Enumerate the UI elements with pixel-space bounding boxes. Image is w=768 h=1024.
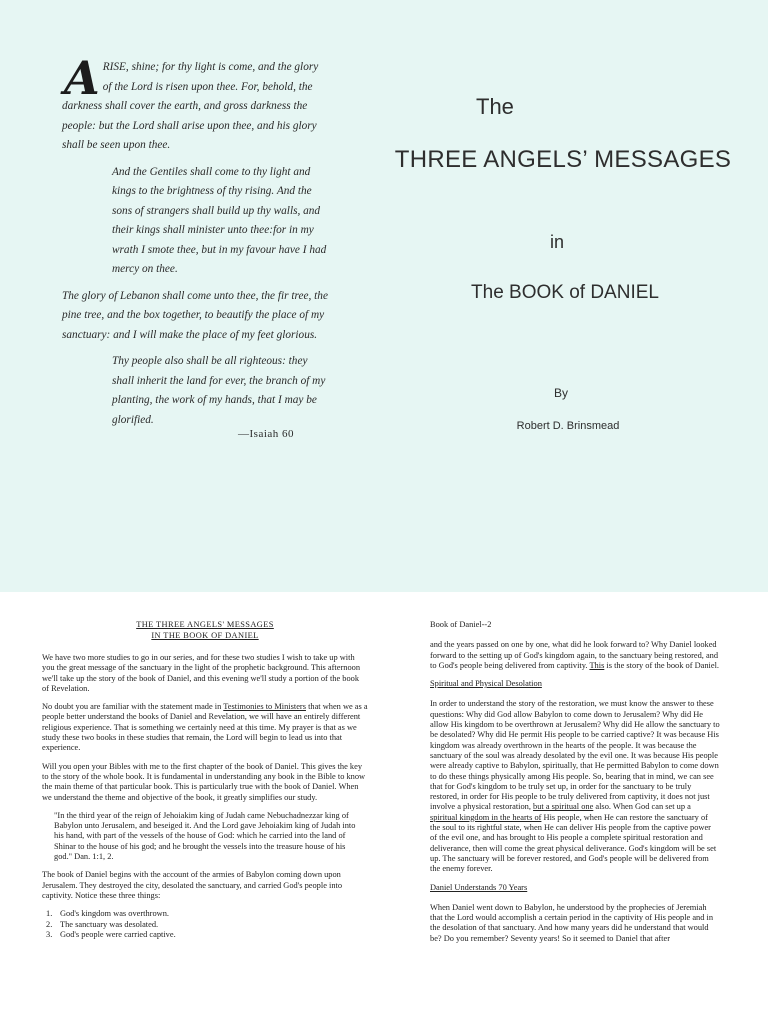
title-by: By bbox=[554, 386, 569, 400]
title-main: THREE ANGELS’ MESSAGES bbox=[394, 146, 732, 173]
verse-paragraph-3: The glory of Lebanon shall come unto thee, the fir tree, the pine tree, and the box together, to beautify the place of my sanctuary: and I will make the place of my feet glorious. bbox=[62, 289, 328, 341]
author-name: Robert D. Brinsmead bbox=[516, 420, 620, 432]
paragraph: and the years passed on one by one, what did he look forward to? Why Daniel looked forward to the setting up of God's kingdom again, to the sanctuary being restored, and to God's people being delivered from captivity. This is the story of the book of Daniel. bbox=[430, 640, 719, 670]
scripture-verse bbox=[62, 51, 328, 437]
document-title: THE THREE ANGELS' MESSAGES IN THE BOOK OF DANIEL bbox=[136, 620, 274, 640]
title-book: The BOOK of DANIEL bbox=[471, 282, 659, 303]
title-the: The bbox=[476, 94, 514, 119]
page-1-column bbox=[42, 620, 368, 940]
title-in: in bbox=[550, 232, 565, 252]
verse-paragraph-2: And the Gentiles shall come to thy light and kings to the brightness of thy rising. And the sons of strangers shall build up thy walls, and their kings shall minister unto thee:for in my wrath I smote thee, but in my favour have I had mercy on thee. bbox=[112, 165, 327, 275]
verse-paragraph-4: Thy people also shall be all righteous: they shall inherit the land for ever, the branch of my planting, the work of my hands, that I may be glorified. bbox=[112, 355, 326, 426]
verse-paragraph-1: ARISE, shine; for thy light is come, and the glory of the Lord is risen upon thee. For, behold, the darkness shall cover the earth, and gross darkness the people: but the Lord shall arise upon thee, and his glory shall be seen upon thee. bbox=[62, 51, 319, 151]
drop-cap: A bbox=[64, 51, 100, 105]
paragraph: When Daniel went down to Babylon, he understood by the prophecies of Jeremiah that the Lord would accomplish a certain period in the captivity of His people and in the desolation of that sanctuary. And how many years did he understand that would be? Do you remember? Seventy years! So it seemed to Daniel that after bbox=[430, 902, 714, 943]
numbered-list bbox=[46, 909, 368, 940]
paragraph: The book of Daniel begins with the account of the armies of Babylon coming down upon Jerusalem. They destroyed the city, desolated the sanctuary, and carried God's people into captivity. Notice these three things: bbox=[42, 870, 343, 900]
paragraph: No doubt you are familiar with the statement made in Testimonies to Ministers that when we as a people better understand the books of Daniel and Revelation, we will have an entirely different religious experience. That is something we certainly need at this time. My prayer is that as we study these two books in these studies that remain, the Lord will begin to lead us into that experience. bbox=[42, 702, 368, 753]
list-item: 3. God's people were carried captive. bbox=[46, 929, 176, 939]
paragraph: We have two more studies to go in our series, and for these two studies I wish to take up with you the great message of the sanctuary in the light of the prophetic background. This afternoon we'll take up the story of the book of Daniel, and this evening we'll study a portion of the book of Revelation. bbox=[42, 653, 361, 693]
verse-citation: —Isaiah 60 bbox=[238, 428, 295, 440]
page-2-column bbox=[430, 620, 720, 952]
book-reference: Testimonies to Ministers bbox=[223, 702, 306, 712]
list-item: 1. God's kingdom was overthrown. bbox=[46, 909, 169, 919]
list-item: 2. The sanctuary was desolated. bbox=[46, 919, 159, 929]
scripture-quote: "In the third year of the reign of Jehoiakim king of Judah came Nebuchadnezzar king of Babylon unto Jerusalem, and beseiged it. And the Lord gave Jehoiakim king of Judah into his hand, with part of the vessels of the house of God: which he carried into the land of Shinar to the house of his god; and he brought the vessels into the treasure house of his god." Dan. 1:1, 2. bbox=[54, 810, 356, 862]
paragraph: In order to understand the story of the restoration, we must know the answer to these questions: Why did God allow Babylon to come down to Jerusalem? Why did He allow His kingdom to be overthrown at Jerusalem? Why did He allow the sanctuary to be desolated? Why did He permit His people to be carried captive? It was because His kingdom was already overthrown in the hearts of the people. It was because the sanctuary of the soul was already desolated by the evil one. It was because His people were already captive to Babylon, spiritually, that He permitted Babylon to come down to do these things physically among His people. So, bearing that in mind, we can see that for God's kingdom to be truly set up, in order for the sanctuary to be truly restored, in order for His people to be truly delivered from captivity, it does not just involve a physical restoration, but a spiritual one also. When God can set up a spiritual kingdom in the hearts of His people, when He can restore the sanctuary of the soul to its rightful state, when He can deliver His people from the captive power of the evil one, and has brought to His people a complete spiritual restoration and deliverance, then will come the great physical deliverance. God's kingdom will be set up. The sanctuary will be forever restored, and God's people will be delivered from the enemy forever. bbox=[430, 699, 720, 874]
section-heading: Spiritual and Physical Desolation bbox=[430, 679, 542, 689]
section-heading: Daniel Understands 70 Years bbox=[430, 882, 528, 892]
running-head: Book of Daniel--2 bbox=[430, 620, 492, 629]
paragraph: Will you open your Bibles with me to the first chapter of the book of Daniel. This gives the key to the story of the whole book. It is fundamental in understanding any book in the Bible to know the main theme of that particular book. This is particularly true with the book of Daniel. When we understand the theme and objective of the book, it greatly simplifies our study. bbox=[42, 761, 366, 802]
